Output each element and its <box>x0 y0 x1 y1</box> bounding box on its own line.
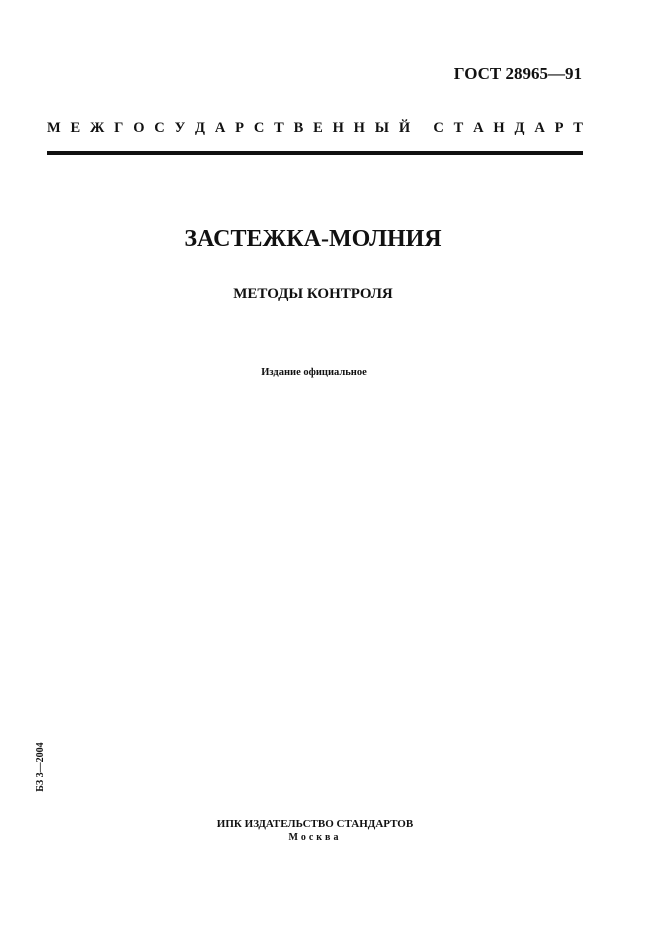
standard-type-letter: Р <box>554 120 564 136</box>
side-code: БЗ 3—2004 <box>35 742 46 792</box>
standard-type-letter: М <box>47 120 61 136</box>
standard-type-letter: Т <box>453 120 464 136</box>
standard-type-letter: О <box>133 120 145 136</box>
standard-type-letter: Н <box>493 120 505 136</box>
standard-type-letter: Е <box>70 120 81 136</box>
standard-type-letter: С <box>433 120 444 136</box>
document-subtitle: МЕТОДЫ КОНТРОЛЯ <box>233 286 393 302</box>
standard-type-letter: Д <box>514 120 525 136</box>
standard-type-letter: В <box>293 120 304 136</box>
standard-type-letter: У <box>174 120 186 136</box>
standard-type-letter: Г <box>114 120 124 136</box>
standard-type-letter: Й <box>398 120 411 136</box>
standard-type-letter: Н <box>332 120 344 136</box>
standard-type-letter: Т <box>274 120 284 136</box>
standard-type-letter: Р <box>235 120 244 136</box>
header-rule <box>47 151 583 155</box>
standard-type-letter: Ы <box>374 120 389 136</box>
standard-type-letter: А <box>473 120 484 136</box>
standard-type-letter: А <box>214 120 226 136</box>
standard-type-letter: Д <box>195 120 206 136</box>
standard-type-letter: С <box>253 120 265 136</box>
standard-type-gap <box>420 120 424 137</box>
publisher-city: Москва <box>288 832 342 843</box>
standard-type-letter: Т <box>573 120 583 136</box>
standard-type-letter: Ж <box>89 120 105 136</box>
standard-type-letter: Н <box>353 120 365 136</box>
document-title: ЗАСТЕЖКА-МОЛНИЯ <box>184 226 442 252</box>
standard-type-letter: А <box>534 120 545 136</box>
standard-type-letter: Е <box>313 120 323 136</box>
standard-type-line <box>47 120 583 137</box>
standard-type-letter: С <box>154 120 165 136</box>
publisher-name: ИПК ИЗДАТЕЛЬСТВО СТАНДАРТОВ <box>216 818 414 830</box>
document-number: ГОСТ 28965—91 <box>453 64 582 83</box>
edition-note: Издание официальное <box>261 367 367 378</box>
